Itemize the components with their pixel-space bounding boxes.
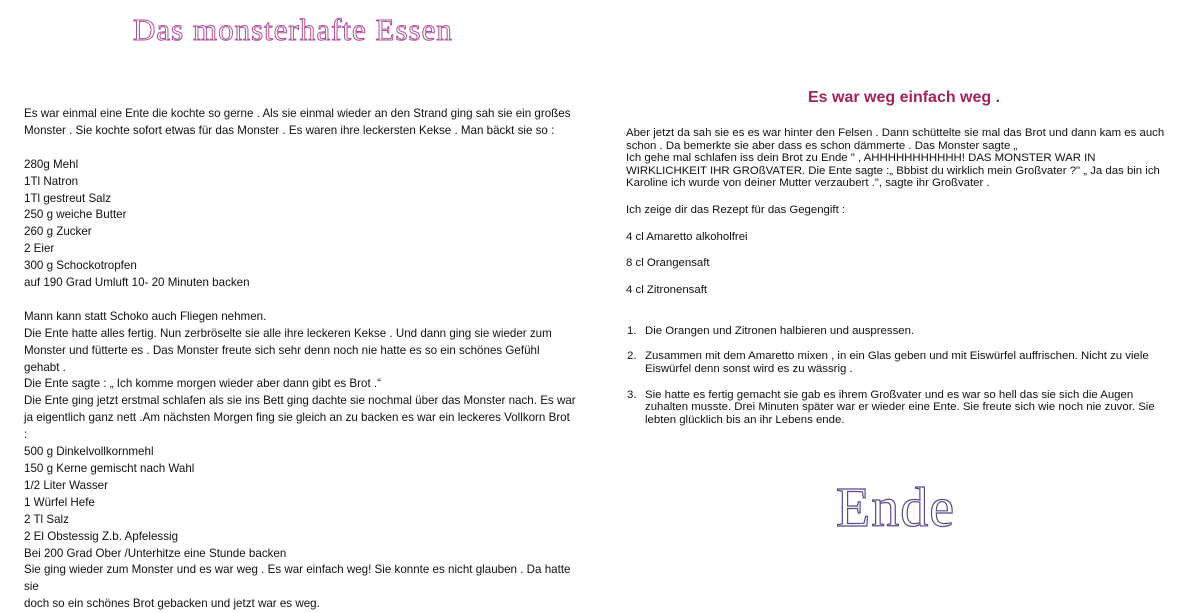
- ingredient-line: 150 g Kerne gemischt nach Wahl: [24, 462, 195, 475]
- text-line: Die Ente sagte : „ Ich komme morgen wieder aber dann gibt es Brot .“: [24, 377, 382, 391]
- text-line: Ich gehe mal schlafen iss dein Brot zu Ende " , AHHHHHHHHHHH! DAS MONSTER WAR IN: [626, 152, 1096, 165]
- text-line: WIRKLICHKEIT IHR GROßVATER. Die Ente sagte :„ Bbbist du wirklich mein Großvater ?" „ Ja das bin ich: [626, 164, 1160, 177]
- ingredient-line: 280g Mehl: [24, 157, 79, 171]
- left-page-text: [24, 106, 576, 613]
- ingredient-line: 2 Tl Salz: [24, 512, 69, 526]
- text-line: doch so ein schönes Brot gebacken und jetzt war es weg.: [24, 597, 320, 611]
- left-page-title: Das monsterhafte Essen: [133, 12, 453, 47]
- step-line: zuhalten musste. Drei Minuten später war er wieder eine Ente. Sie freute sich wie noch nie zuvor. Sie: [645, 401, 1155, 414]
- recipe-intro: Ich zeige dir das Rezept für das Gegengift :: [626, 203, 846, 216]
- ingredient-line: auf 190 Grad Umluft 10- 20 Minuten backen: [24, 276, 250, 290]
- text-line: ja eigentlich ganz nett .Am nächsten Morgen fing sie gleich an zu backen es war ein leckeres Vollkorn Brot :: [24, 411, 570, 442]
- step-line: Sie hatte es fertig gemacht sie gab es ihrem Großvater und es war so hell das sie sich die Augen: [645, 388, 1134, 401]
- ingredient-line: 300 g Schockotropfen: [24, 259, 137, 273]
- step-line: Zusammen mit dem Amaretto mixen , in ein Glas geben und mit Eiswürfel auffrischen. Nicht zu viele: [645, 350, 1149, 363]
- text-line: Karoline ich wurde von deiner Mutter verzaubert .", sagte ihr Großvater .: [626, 177, 990, 190]
- text-line: Bei 200 Grad Ober /Unterhitze eine Stunde backen: [24, 546, 287, 560]
- ingredient-line: 250 g weiche Butter: [24, 208, 127, 222]
- ingredient-line: 1Tl Natron: [24, 174, 79, 188]
- text-line: Sie ging wieder zum Monster und es war weg . Es war einfach weg! Sie konnte es nicht glauben . Da hatte sie: [24, 563, 571, 594]
- step-item: [626, 350, 1166, 375]
- ingredient-line: 1 Würfel Hefe: [24, 495, 95, 509]
- text-line: Monster und fütterte es . Das Monster freute sich sehr denn noch nie hatte es so ein schönes Gefühl gehabt .: [24, 343, 540, 374]
- right-page-text: [626, 127, 1166, 426]
- ingredient-line: 4 cl Zitronensaft: [626, 283, 708, 296]
- text-line: Die Ente hatte alles fertig. Nun zerbröselte sie alle ihre leckeren Kekse . Und dann ging sie wieder zum: [24, 326, 552, 340]
- text-line: schon . Da bemerkte sie aber dass es schon dämmerte . Das Monster sagte „: [626, 139, 1018, 152]
- ingredient-line: 8 cl Orangensaft: [626, 257, 710, 270]
- end-title: Ende: [836, 477, 956, 539]
- step-line: Eiswürfel denn sonst wird es zu wässrig .: [645, 363, 853, 376]
- step-number: 1.: [627, 324, 637, 337]
- right-page-title: Es war weg einfach weg .: [808, 89, 1001, 106]
- step-item: [626, 389, 1166, 427]
- ingredient-line: 2 El Obstessig Z.b. Apfelessig: [24, 529, 179, 543]
- ingredient-line: 4 cl Amaretto alkoholfrei: [626, 230, 748, 243]
- step-item: [626, 325, 1166, 338]
- ingredient-line: 2 Eier: [24, 242, 55, 256]
- text-line: Mann kann statt Schoko auch Fliegen nehmen.: [24, 309, 267, 323]
- text-line: Monster . Sie kochte sofort etwas für das Monster . Es waren ihre leckersten Kekse . Man bäckt sie so :: [24, 123, 555, 137]
- step-line: lebten glücklich bis an ihr Lebens ende.: [645, 413, 845, 426]
- text-line: Die Ente ging jetzt erstmal schlafen als sie ins Bett ging dachte sie nochmal über das Monster nach. Es war: [24, 394, 576, 408]
- ingredient-line: 500 g Dinkelvollkornmehl: [24, 445, 154, 459]
- step-line: Die Orangen und Zitronen halbieren und auspressen.: [645, 324, 915, 337]
- ingredient-line: 1Tl gestreut Salz: [24, 191, 111, 205]
- text-line: Es war einmal eine Ente die kochte so gerne . Als sie einmal wieder an den Strand ging sah sie ein großes: [24, 107, 571, 120]
- step-number: 3.: [627, 388, 637, 401]
- ingredient-line: 260 g Zucker: [24, 225, 92, 239]
- recipe-steps: [626, 325, 1166, 427]
- ingredient-line: 1/2 Liter Wasser: [24, 478, 108, 492]
- step-number: 2.: [627, 350, 637, 363]
- text-line: Aber jetzt da sah sie es es war hinter den Felsen . Dann schüttelte sie mal das Brot und dann kam es auch: [626, 127, 1165, 139]
